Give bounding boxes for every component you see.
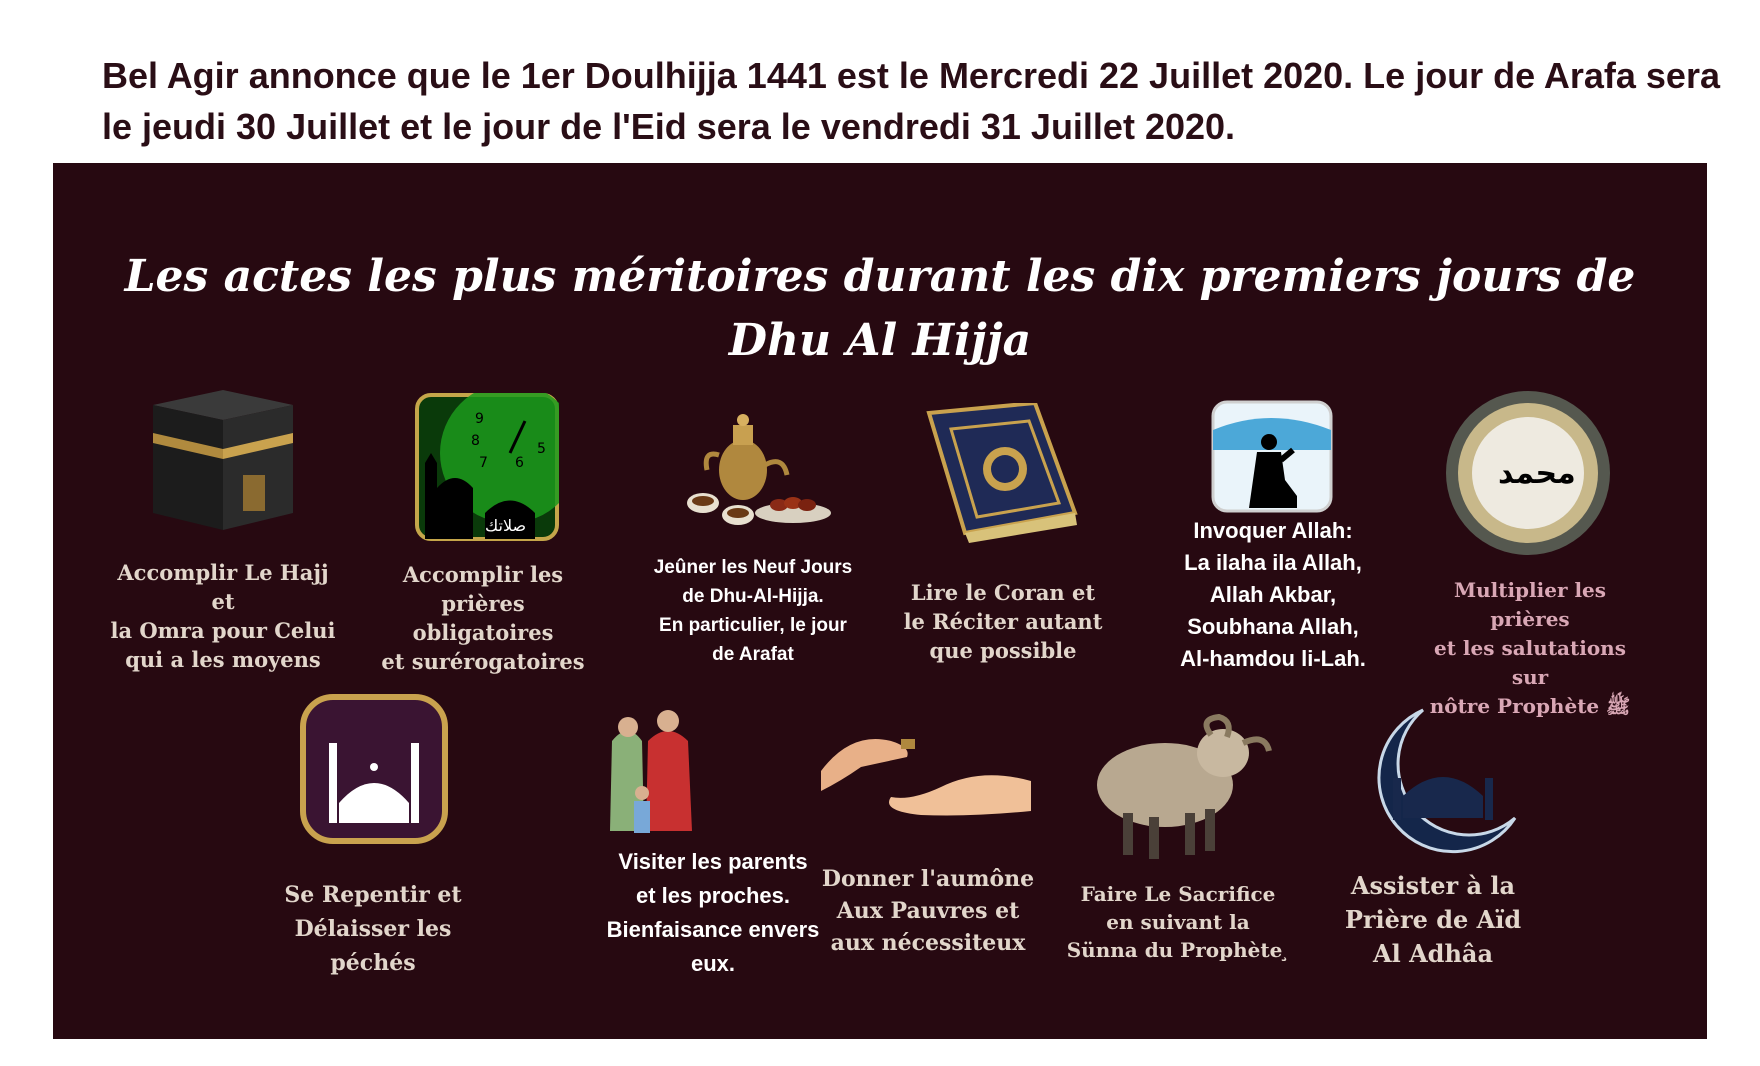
prayer-word: صلاتك [485,516,527,535]
act-label-invocation: Invoquer Allah: La ilaha ila Allah, Allah Akbar, Soubhana Allah, Al-hamdou li-Lah. [1180,518,1366,671]
act-label-repent: Se Repentir et Délaisser les péchés [284,882,462,976]
sheep-icon [1093,713,1273,861]
poster-title-line-1: Les actes les plus méritoires durant les dix premiers jours de [124,251,1636,302]
mosque-frame-icon [299,693,449,845]
clock-numeral: 8 [471,433,480,449]
kaaba-icon [143,385,303,535]
poster-panel [53,163,1707,1039]
crescent-mosque-icon [1333,708,1533,860]
act-label-eid: Assister à la Prière de Aïd Al Adhâa [1344,871,1522,968]
prayer-clock-icon [415,393,559,541]
clock-numeral: 9 [475,411,484,427]
act-label-prophet: Multiplier les prières et les salutations sur nôtre Prophète ﷺ [1429,578,1631,718]
act-label-sacrifice: Faire Le Sacrifice en suivant la Sünna du Prophète ̧ [1066,882,1290,962]
praying-man-icon [1211,400,1333,513]
act-label-charity: Donner l'aumône Aux Pauvres et aux nécessiteux [821,866,1035,956]
quran-book-icon [925,403,1085,553]
family-icon [598,701,708,841]
poster-title-line-2: Dhu Al Hijja [728,315,1032,366]
announcement-headline: Bel Agir annonce que le 1er Doulhijja 1441 est le Mercredi 22 Juillet 2020. Le jour de Arafa sera le jeudi 30 Juillet et le jour de l'Eid sera le vendredi 31 Juillet 2020. [102,55,1720,147]
clock-numeral: 5 [537,441,546,457]
act-label-prayers: Accomplir les prières obligatoires et surérogatoires [381,562,585,674]
coffee-dates-icon [683,395,833,535]
poster-title [53,245,1707,373]
act-label-family: Visiter les parents et les proches. Bienfaisance envers eux. [606,849,820,976]
giving-hands-icon [821,711,1031,821]
clock-numeral: 7 [479,455,488,471]
act-label-hajj: Accomplir Le Hajj et la Omra pour Celui qui a les moyens [110,560,336,672]
act-label-fasting: Jeûner les Neuf Jours de Dhu-Al-Hijja. En particulier, le jour de Arafat [653,557,853,665]
clock-numeral: 6 [515,455,524,471]
prophet-name-medallion-icon [1433,388,1623,558]
act-label-quran: Lire le Coran et le Réciter autant que possible [903,580,1103,663]
prophet-name-text: محمد [1498,456,1576,491]
